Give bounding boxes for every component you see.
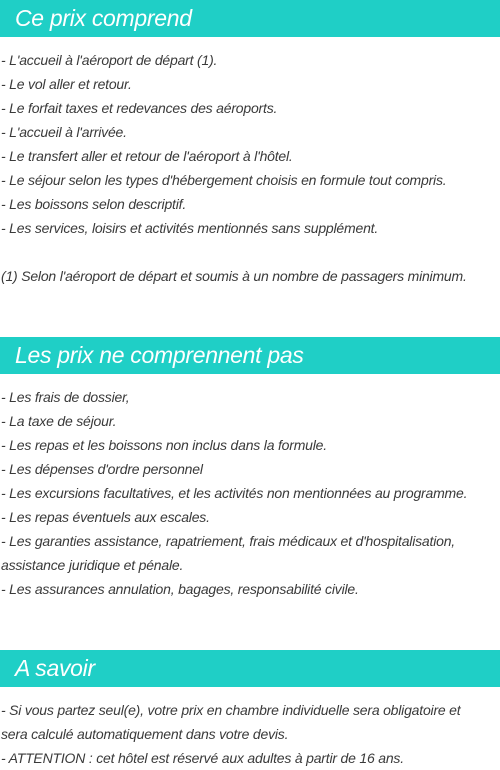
list-item: - L'accueil à l'aéroport de départ (1). (1, 52, 218, 68)
list-item: - Le transfert aller et retour de l'aéroport à l'hôtel. (1, 148, 293, 164)
list-item: sera calculé automatiquement dans votre devis. (1, 726, 289, 742)
list-item: - Le séjour selon les types d'hébergement choisis en formule tout compris. (1, 172, 447, 188)
price-excludes-list (0, 385, 500, 601)
section-title-good-to-know: A savoir (0, 650, 500, 687)
good-to-know-list (0, 698, 500, 770)
list-item: - Les excursions facultatives, et les activités non mentionnées au programme. (1, 485, 468, 501)
list-item: - Les assurances annulation, bagages, responsabilité civile. (1, 581, 359, 597)
list-item: assistance juridique et pénale. (1, 557, 184, 573)
list-item: - Le vol aller et retour. (1, 76, 132, 92)
list-item: - Les repas éventuels aux escales. (1, 509, 210, 525)
list-item: - Les repas et les boissons non inclus dans la formule. (1, 437, 327, 453)
section-title-price-includes: Ce prix comprend (0, 0, 500, 37)
spacer (0, 240, 500, 264)
list-item: - La taxe de séjour. (1, 413, 117, 429)
list-item: - ATTENTION : cet hôtel est réservé aux adultes à partir de 16 ans. (1, 750, 404, 766)
price-includes-list (0, 48, 500, 288)
list-item: - Les dépenses d'ordre personnel (1, 461, 203, 477)
list-item: - Les garanties assistance, rapatriement, frais médicaux et d'hospitalisation, (1, 533, 455, 549)
section-title-price-excludes: Les prix ne comprennent pas (0, 337, 500, 374)
list-item: - Les frais de dossier, (1, 389, 130, 405)
section-good-to-know (0, 650, 500, 770)
list-item: - Le forfait taxes et redevances des aéroports. (1, 100, 278, 116)
section-price-excludes (0, 337, 500, 601)
list-item: - Les boissons selon descriptif. (1, 196, 187, 212)
footnote: (1) Selon l'aéroport de départ et soumis à un nombre de passagers minimum. (1, 268, 467, 284)
list-item: - Les services, loisirs et activités mentionnés sans supplément. (1, 220, 379, 236)
list-item: - Si vous partez seul(e), votre prix en chambre individuelle sera obligatoire et (1, 702, 461, 718)
list-item: - L'accueil à l'arrivée. (1, 124, 127, 140)
section-price-includes (0, 0, 500, 288)
